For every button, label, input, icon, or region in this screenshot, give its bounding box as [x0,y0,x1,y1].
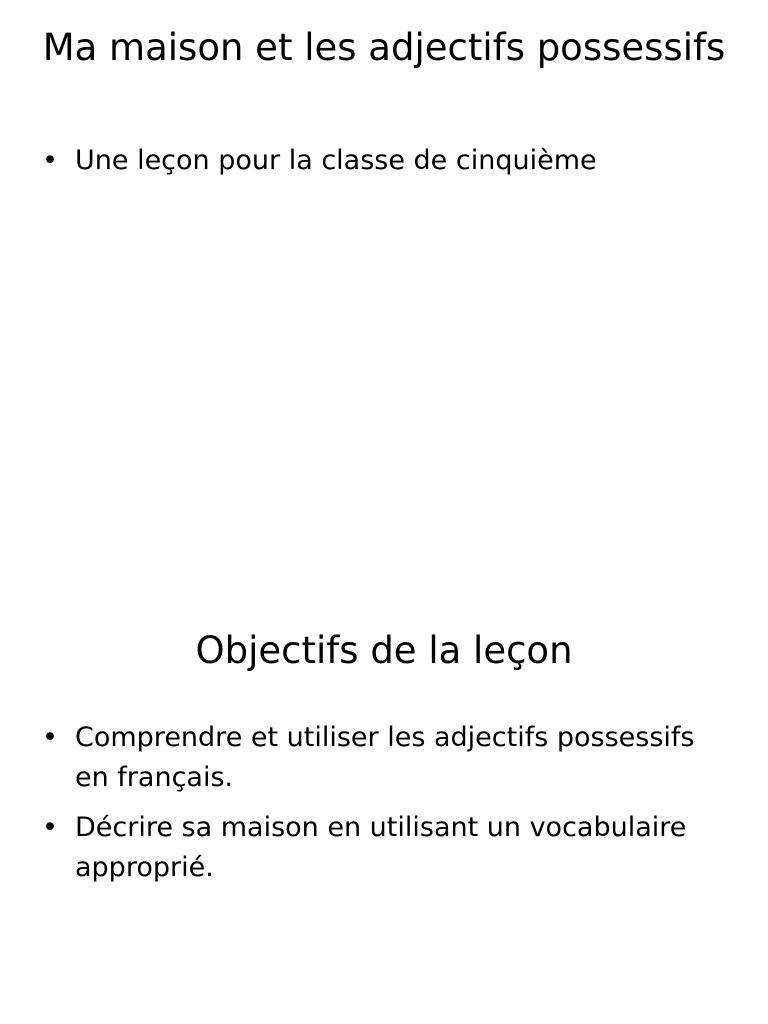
slide-title: Ma maison et les adjectifs possessifs [42,26,726,69]
bullet-text: Décrire sa maison en utilisant un vocabulaire approprié. [75,812,687,883]
slide-objectives [0,512,768,1024]
bullet-dot-icon: • [42,722,58,753]
bullet-dot-icon: • [42,145,58,176]
bullet-item [42,718,728,798]
bullet-dot-icon: • [42,812,58,843]
bullet-list [42,141,728,191]
bullet-text: Une leçon pour la classe de cinquième [75,145,597,176]
bullet-item [42,808,728,888]
bullet-text: Comprendre et utiliser les adjectifs possessifs en français. [75,722,695,793]
slide-title: Objectifs de la leçon [195,629,573,672]
bullet-item [42,141,728,181]
bullet-list [42,718,728,898]
